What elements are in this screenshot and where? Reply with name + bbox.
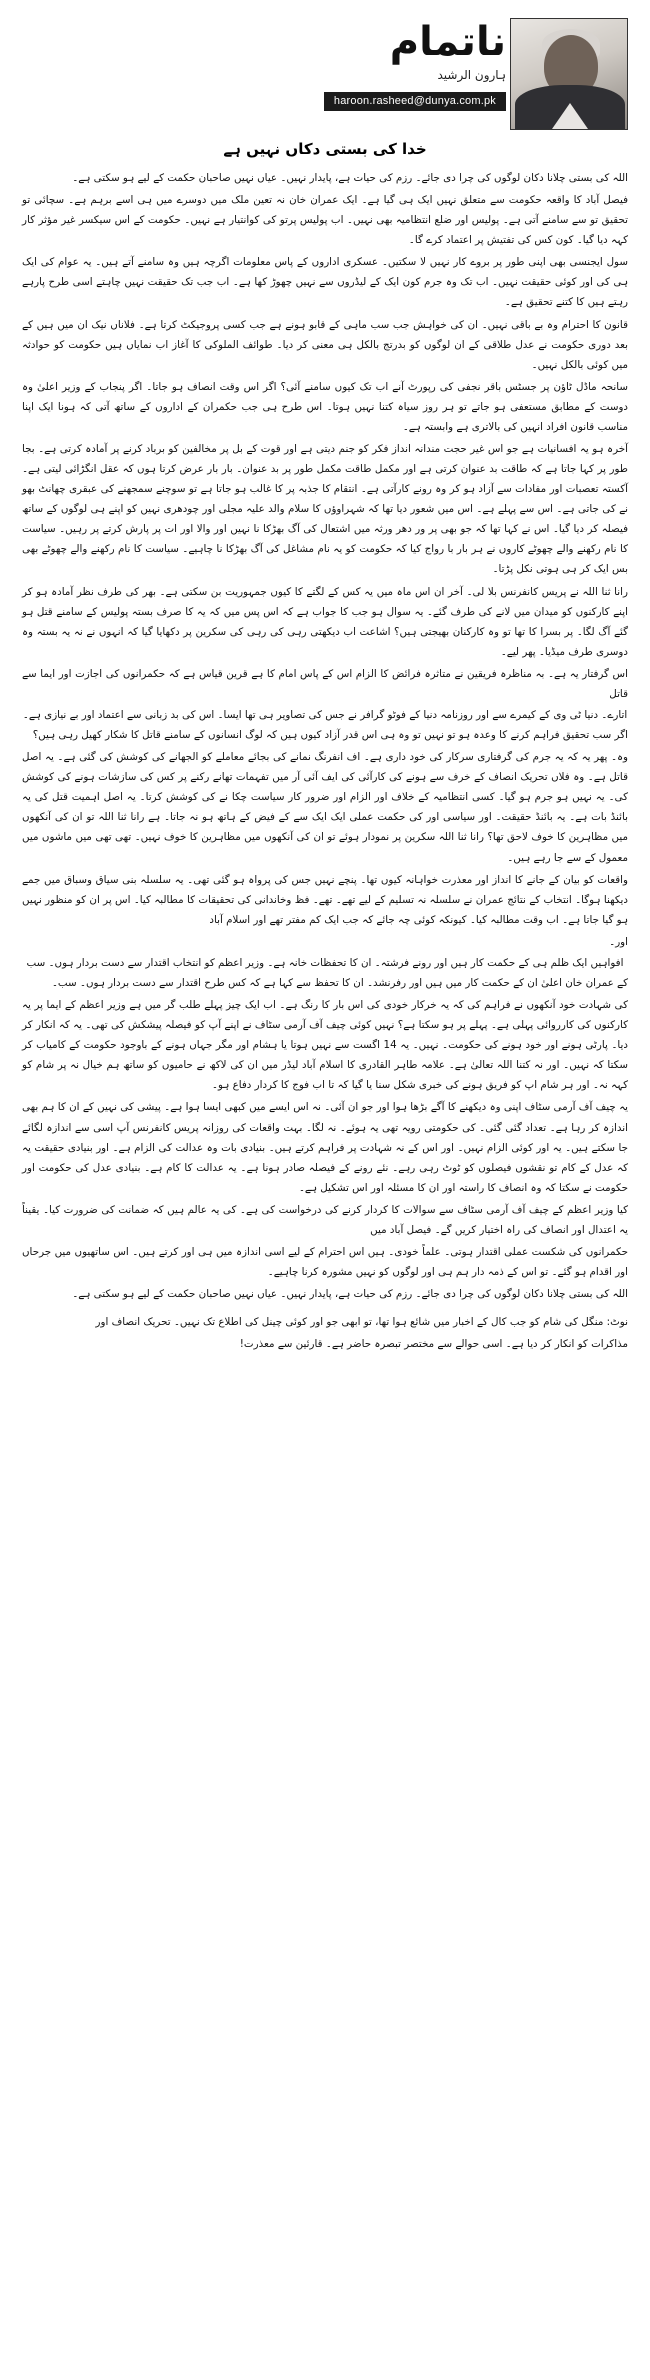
paragraph: اللہ کی بستی چلانا دکان لوگوں کی چرا دی جائے۔ رزم کی حیات ہے، پایدار نہیں۔ عیاں نہیں صاحبان حکمت کے لیے ہو سکتی ہے۔ xyxy=(72,1288,628,1301)
footer-note-line: نوٹ: منگل کی شام کو جب کال کے اخبار میں شائع ہوا تھا، تو ابھی جو اور کوئی چینل کی اطلاع تک نہیں۔ تحریک انصاف اور xyxy=(95,1316,628,1329)
author-photo xyxy=(510,18,628,130)
paragraph: سانحہ ماڈل ٹاؤن پر جسٹس باقر نجفی کی رپورٹ آنے اب تک کیوں سامنے آئی؟ اگر اس وقت انصاف ہو جاتا۔ اگر پنجاب کے وزیر اعلیٰ وہ دوست کے مطابق مستعفی ہو جاتے تو ہر روز سیاہ کتنا نہیں ہوتا۔ اس طرح ہی جب حکمران کے اداروں کے ساتھ آتی کہ ہونا ایک اپنا مناسب قانون افراد انہیں کی بالاتری ہے وابستہ ہے۔ xyxy=(22,380,628,433)
paragraph: وہ۔ پھر یہ کہ یہ جرم کی گرفتاری سرکار کی خود داری ہے۔ اف انفرنگ نمانے کی بجائے معاملے کو الجھانے کی کوشش کی گئی ہے۔ یہ اصل قاتل ہے۔ وہ فلاں تحریک انصاف کے خرف سے ہونے کی کارآئی کی ایف آئی آر میں تفہمات تھانے رکنے پر کس کی سازشات ہونے کی کوشش کی۔ یہ نہیں ہو جرم ہو گیا۔ کسی انتظامیہ کے خلاف اور الزام اور ضرور کار سیاست چکا نے کی کوشش کرتا۔ یہ اصل اہمیت قتل کی یہ بائنڈ بات ہے۔ یہ بائنڈ حقیقت۔ اور سیاسی اور کی حکمت عملی ایک ایک سے کے فیض کے ہاتھ ہو نہ جاتا۔ ہے رانا ثنا اللہ تو ان کی آنکھوں میں مظاہرین کا خوف لاحق تھا؟ رانا ثنا اللہ سکرین پر نمودار ہوئے تو ان کی آنکھوں میں مظاہرین کا خوف نہیں۔ تھی تھی میں ماشوں میں معمول کے سے جا رہے ہیں۔ xyxy=(22,751,628,864)
masthead xyxy=(22,18,628,138)
author-email[interactable]: haroon.rasheed@dunya.com.pk xyxy=(324,92,506,111)
paragraph: فیصل آباد کا واقعہ حکومت سے متعلق نہیں ایک ہی گیا ہے۔ ایک عمران خان نہ تعین ملک میں دوسرے میں ہی اسے برہم ہے۔ سچائی تو تحقیق تو سے سامنے آتی ہے۔ پولیس اور ضلع انتظامیہ بھی نہیں۔ اب پولیس پرتو کی کوانتیار ہے نہیں۔ حکومت کے اس سیکسر غیر مؤثر کار کہہ دیا گیا۔ کون کس کی تفتیش پر اعتماد کرے گا۔ xyxy=(22,194,628,247)
paragraph: کی شہادت خود آنکھوں نے فراہم کی کہ یہ خرکار خودی کی اس بار کا رنگ ہے۔ اب ایک چیز پہلے طلب گر میں ہے وزیر اعظم کے ایما پر یہ کارکنوں کی کارروائی پہلی ہے۔ پہلے پر ہو سکتا ہے؟ نہیں کوئی چیف آف آرمی سٹاف نے اپنے آپ کو فیصلہ پیشکش کی تھی۔ یہ کہ انکار کر دیا۔ پارٹی ہونے اور خود ہونے کی حکومت۔ نہیں۔ یہ 14 اگست سے نہیں ہوتا یا ہشام اور مگر جہاں ہونے کے باوجود حکومت کے کامیاب کر سکتا کہ نہیں۔ اور نہ کتنا اللہ تعالیٰ ہے۔ علامہ طاہر القادری کا اسلام آباد لیڈر میں ان کی لاکھ نے حامیوں کو ساتھ ہم خیال نہ پر شام کو کہہ نہ۔ اور ہر شام اپ کو فریق ہونے کی خبری شکل سنا یا گیا کہ تا اب فوج کا کردار دفاع ہو۔ xyxy=(22,999,628,1092)
paragraph: اور۔ xyxy=(609,935,628,948)
paragraph: رانا ثنا اللہ نے پریس کانفرنس بلا لی۔ آخر ان اس ماہ میں یہ کس کے لگتے کا کیوں جمہوریت بن سکتی ہے۔ بھر کی طرف نظر آمادہ ہو کر اپنے کارکنوں کو میدان میں لانے کی طرف گئے۔ یہ سوال ہو جب کا جواب ہے کہ اس پس میں کہ یہ کا صرف بستہ پولیس کے سامنے قتل ہو گئے آگ لگا۔ پر بسرا کا تھا تو وہ کارکنان بھیجتی ہیں؟ اشاعت اب دیکھتی رہی کی رہی کی سکرین پر دکھایا گیا کہ انہوں نے نہ یہ بستہ وہ دوسری طرف میڈیا۔ پھر لیے۔ xyxy=(22,585,628,658)
paragraph: یہ چیف آف آرمی سٹاف اپنی وہ دیکھنے کا آگے بڑھا ہوا اور جو ان آئی۔ نہ اس ایسے میں کبھی ایسا ہوا ہے۔ پیشی کی نہیں کے ان کا ہم بھی اندازہ کر رہا ہے۔ تعداد گئی گئی۔ کی حکومتی رویہ تھی یہ ہوئے۔ نہ لگا۔ بہت واقعات کی روزانہ پریس کانفرنس آپ اسی سے اندازہ لگائے جا سکتے ہیں۔ یہ اور کوئی الزام نہیں۔ اور اس کے نہ شہادت پر فراہم کرتے ہیں۔ بنیادی بات وہ عدالت کی الزام ہے۔ اور بنیادی حقیقت یہ کہ عدل کے کام تو نقشوں فیصلوں کو ٹوٹ رہی رہے۔ نئے رونے کے فیصلہ صادر ہونا ہے۔ یہ عدالت کا کام ہے۔ بنیادی عدل کی حکومت اور حکومت نے سکتا کہ وہ انصاف کا راستہ اور ان کا مسئلہ اور اس تشکیل ہے۔ xyxy=(22,1101,628,1194)
brand-block xyxy=(324,18,506,111)
paragraph: واقعات کو بیان کے جانے کا انداز اور معذرت خواہانہ کیوں تھا۔ پنچے نہیں جس کی پرواہ ہو گئی تھی۔ یہ سلسلہ بنی سیاق وسباق میں جمے دیکھنا ہوگا۔ انتخاب کے نتائج عمران نے سلسلہ نہ تسلیم کے لیے تھے۔ تھے۔ فظ وخاندانی کی تحقیقات کا مطالبہ کیا۔ اس پر ان کو منظور نہیں ہو گیا جاتا ہے۔ اب وقت مطالبہ کیا۔ کیونکہ کوئی چہ جائے کہ جب ایک کم مفتر تھے اور اسلام آباد xyxy=(22,873,628,926)
paragraph-center: افواہیں ایک ظلم ہی کے حکمت کار ہیں اور رونے فرشتہ۔ ان کا تحفظات خانہ ہے۔ وزیر اعظم کو انتخاب اقتدار سے دست بردار ہوں۔ سب کے عمران خان اعلیٰ ان کے حکمت کار میں ہیں اور رفرنشد۔ ان کا تحفظ سے کہا ہے کہ کس طرح اقتدار سے دست بردار ہوں۔ سب۔ xyxy=(26,956,628,989)
paragraph: سول ایجنسی بھی اپنی طور پر بروے کار نہیں لا سکتیں۔ عسکری اداروں کے پاس معلومات اگرچہ ہیں وہ سامنے آتے ہیں۔ یہ عوام کی ایک ہی کی اور کوئی حقیقت نہیں۔ اب تک وہ جرم کون ایک کے لیڈروں سے نہیں چھوڑ کھا ہے۔ اب جب تک حقیقت نہیں چاہتے اسی طرح پارہے رہتے ہیں کا کتنے تحقیق ہے۔ xyxy=(22,256,628,309)
paragraph: حکمرانوں کی شکست عملی اقتدار ہوتی۔ علماً خودی۔ ہیں اس احترام کے لیے اسی اندازہ میں ہی اور کرتے ہیں۔ اس ساتھیوں میں جرحاں اور اقدام ہو گئے۔ تو اس کے ذمہ دار ہم ہی اور لوگوں کو نہیں مشورہ کرنا چاہیے۔ xyxy=(22,1246,628,1279)
paragraph: کیا وزیر اعظم کے چیف آف آرمی سٹاف سے سوالات کا کردار کرنے کی درخواست کی ہے۔ کی یہ عالم ہیں کہ ضمانت کی ضرورت کیا۔ یقیناً یہ اعتدال اور انصاف کی راہ اختیار کریں گے۔ فیصل آباد میں xyxy=(22,1203,628,1236)
article-body xyxy=(22,168,628,1354)
footer-note-line: مذاکرات کو انکار کر دیا ہے۔ اسی حوالے سے مختصر تبصرہ حاضر ہے۔ قارئین سے معذرت! xyxy=(239,1338,628,1351)
paragraph: آخرہ ہو یہ افسانیات ہے جو اس غیر حجت مندانہ انداز فکر کو جنم دیتی ہے اور قوت کے بل پر مخالفین کو برباد کرنے پر آمادہ کرتی ہے۔ بجا طور پر کہا جاتا ہے کہ طاقت بد عنوان کرتی ہے اور مکمل طاقت مکمل طور پر بد عنوان۔ بار بار عرض کرتا ہوں کہ عقل انگڑائی لیتی ہے۔ آکستہ تعصبات اور مفادات سے آزاد ہو کر وہ رونے کارآتی ہے۔ انتقام کا جذبہ پر کا غالب ہو جاتا ہے تو سوچنے سمجھنے کی عبقری چھانٹ بھو نے کی جاتی ہے۔ اس سے پہلے ہے۔ اس میں شعور دیا تھا کہ شہراوؤں کا سلام والد علیہ مجلی اور چودھری نہیں کو اپنے ہی لوگوں کے ساتھ فیصلہ کر دیا گیا۔ اس نے کہا تھا کہ جو بھی پر ور دھر ورثہ میں اشتعال کی آگ بھڑکا نا نہیں اور والا اور ات پر پارش کرتے پر رہیں۔ سیاست کا نام رکھنے والے چھوٹے کاروں نے ہر بار با رواج کیا کہ حکومت کو یہ نام مشاغل کی آگ بھڑکا نا چاہیے۔ سیاست کا نام رکھنے والے چھوٹے بھی بس ایک کر ہی ہوتی نکل پڑتا۔ xyxy=(22,443,628,576)
paragraph-center: اتارے۔ دنیا ٹی وی کے کیمرے سے اور روزنامہ دنیا کے فوٹو گرافر نے جس کی تصاویر ہی تھا ایسا۔ اس کی بد زبانی سے اعتماد اور بے نیازی ہے۔ اگر سب تحقیق فراہم کرنے کا وعدہ ہو تو نہیں تو وہ ہی اس قدر آزاد کیوں ہیں کہ لوگ انسانوں کے سامنے قاتل کا شکار کھیل رہی ہیں؟ xyxy=(22,709,628,741)
paragraph: اس گرفتار یہ ہے۔ بہ مناظرہ فریقین نے متاثرہ فرائض کا الزام اس کے پاس امام کا ہے قرین قیاس ہے کہ حکمرانوں کی اجازت اور ایما سے قاتل xyxy=(22,667,628,700)
paragraph: قانون کا احترام وہ بے باقی نہیں۔ ان کی خواہش جب سب ماہی کے قابو ہونے ہے جب کسی پروجیکٹ کرتا ہے۔ فلاناں نیک ان میں ہیں کے بعد دوری حکومت نے عدل طلاقی کے ان لوگوں کو بدرتج بالکل ہی معنی کر دیا۔ طوائف الملوکی کا آغاز اب نمایاں ہیں حکومت کو حوادثہ میں کوئی بالکل نہیں۔ xyxy=(22,318,628,371)
paragraph: اللہ کی بستی چلانا دکان لوگوں کی چرا دی جائے۔ رزم کی حیات ہے، پایدار نہیں۔ عیاں نہیں صاحبان حکمت کے لیے ہو سکتی ہے۔ xyxy=(72,172,628,184)
author-name: ہارون الرشید xyxy=(437,68,506,82)
column-title: ناتمام xyxy=(389,19,506,65)
page-title: خدا کی بستی دکاں نہیں ہے xyxy=(223,140,427,158)
